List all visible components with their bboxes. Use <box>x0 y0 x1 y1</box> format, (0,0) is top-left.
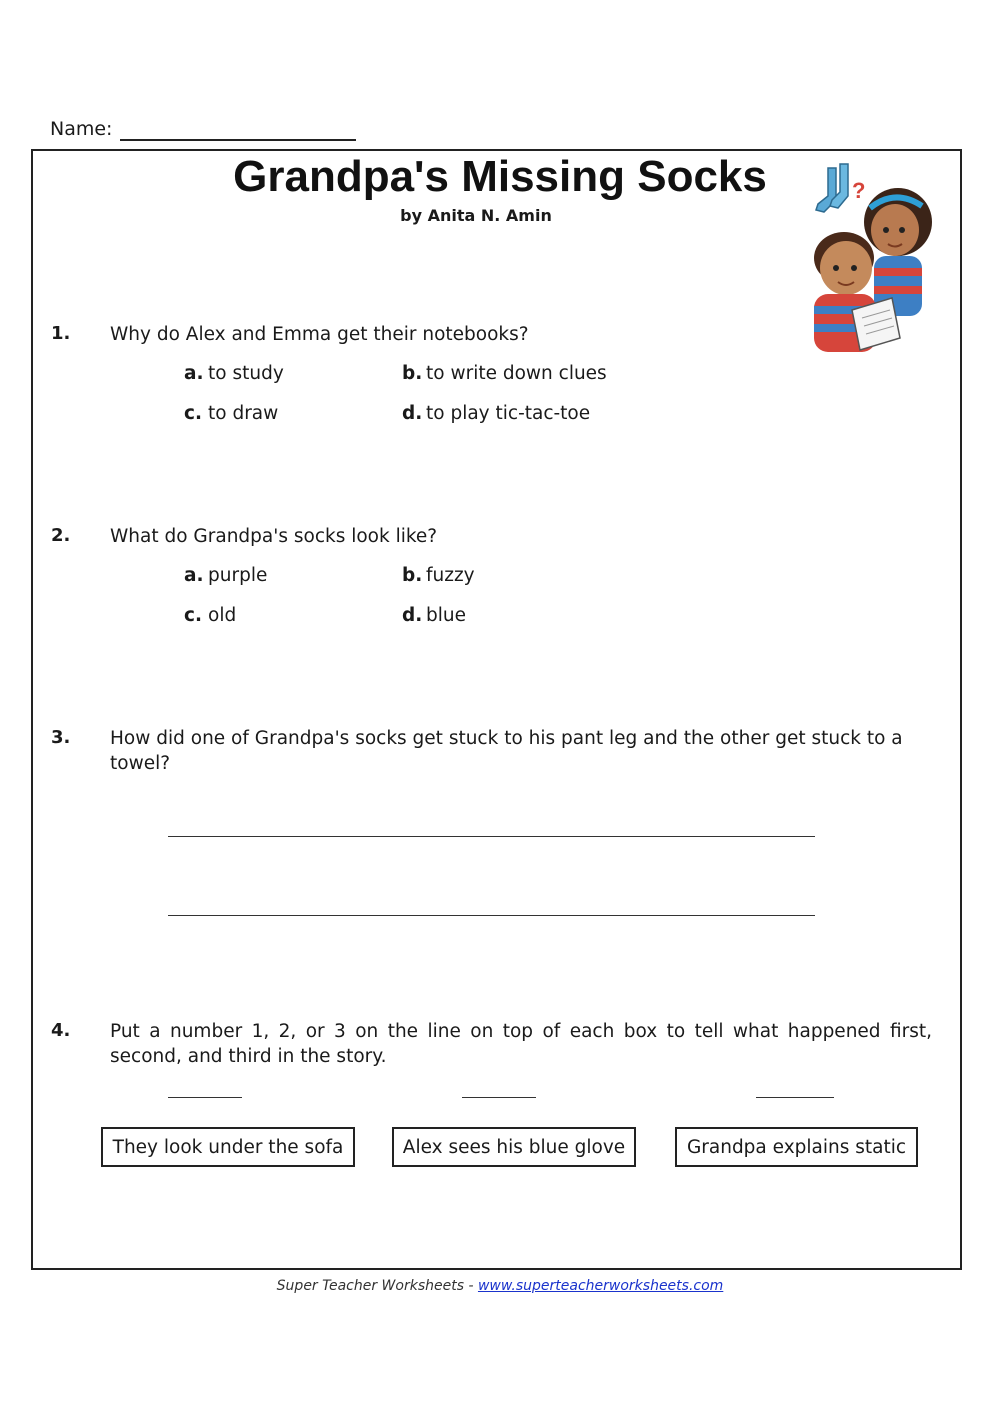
author-byline: by Anita N. Amin <box>400 206 552 225</box>
question-4-number: 4. <box>51 1020 71 1041</box>
footer <box>0 1278 1000 1294</box>
question-3-text: How did one of Grandpa's socks get stuck to his pant leg and the other get stuck to a towel? <box>110 728 903 774</box>
q1-option-a[interactable]: a. to study <box>184 363 284 384</box>
sequence-line-3[interactable] <box>756 1097 834 1098</box>
question-1-text: Why do Alex and Emma get their notebooks? <box>110 324 529 345</box>
question-1-number: 1. <box>51 323 71 344</box>
question-2-number: 2. <box>51 525 71 546</box>
kids-reading-illustration <box>800 160 950 355</box>
sequence-line-1[interactable] <box>168 1097 242 1098</box>
sequence-box-1: They look under the sofa <box>101 1127 355 1167</box>
q1-option-d[interactable]: d. to play tic-tac-toe <box>402 403 591 424</box>
q1-option-c[interactable]: c. to draw <box>184 403 279 424</box>
q2-option-c[interactable]: c. old <box>184 605 237 626</box>
sequence-box-3: Grandpa explains static <box>675 1127 918 1167</box>
sequence-box-2: Alex sees his blue glove <box>392 1127 636 1167</box>
girl-figure <box>864 188 932 316</box>
question-3-number: 3. <box>51 727 71 748</box>
q3-answer-line-2[interactable] <box>168 915 815 916</box>
sock-icon <box>816 164 848 212</box>
q3-answer-line-1[interactable] <box>168 836 815 837</box>
q2-option-a[interactable]: a. purple <box>184 565 268 586</box>
worksheet-title: Grandpa's Missing Socks <box>233 152 767 201</box>
name-field[interactable] <box>120 139 356 141</box>
footer-link[interactable]: www.superteacherworksheets.com <box>477 1278 724 1294</box>
q2-option-d[interactable]: d. blue <box>402 605 466 626</box>
question-2-text: What do Grandpa's socks look like? <box>110 526 438 547</box>
name-label: Name: <box>50 118 113 140</box>
q1-option-b[interactable]: b. to write down clues <box>402 363 607 384</box>
sequence-line-2[interactable] <box>462 1097 536 1098</box>
question-4-text: Put a number 1, 2, or 3 on the line on top of each box to tell what happened first, second, and third in the story. <box>110 1021 932 1067</box>
q2-option-b[interactable]: b. fuzzy <box>402 565 475 586</box>
question-mark-icon: ? <box>852 178 866 203</box>
footer-brand: Super Teacher Worksheets - <box>276 1278 478 1294</box>
